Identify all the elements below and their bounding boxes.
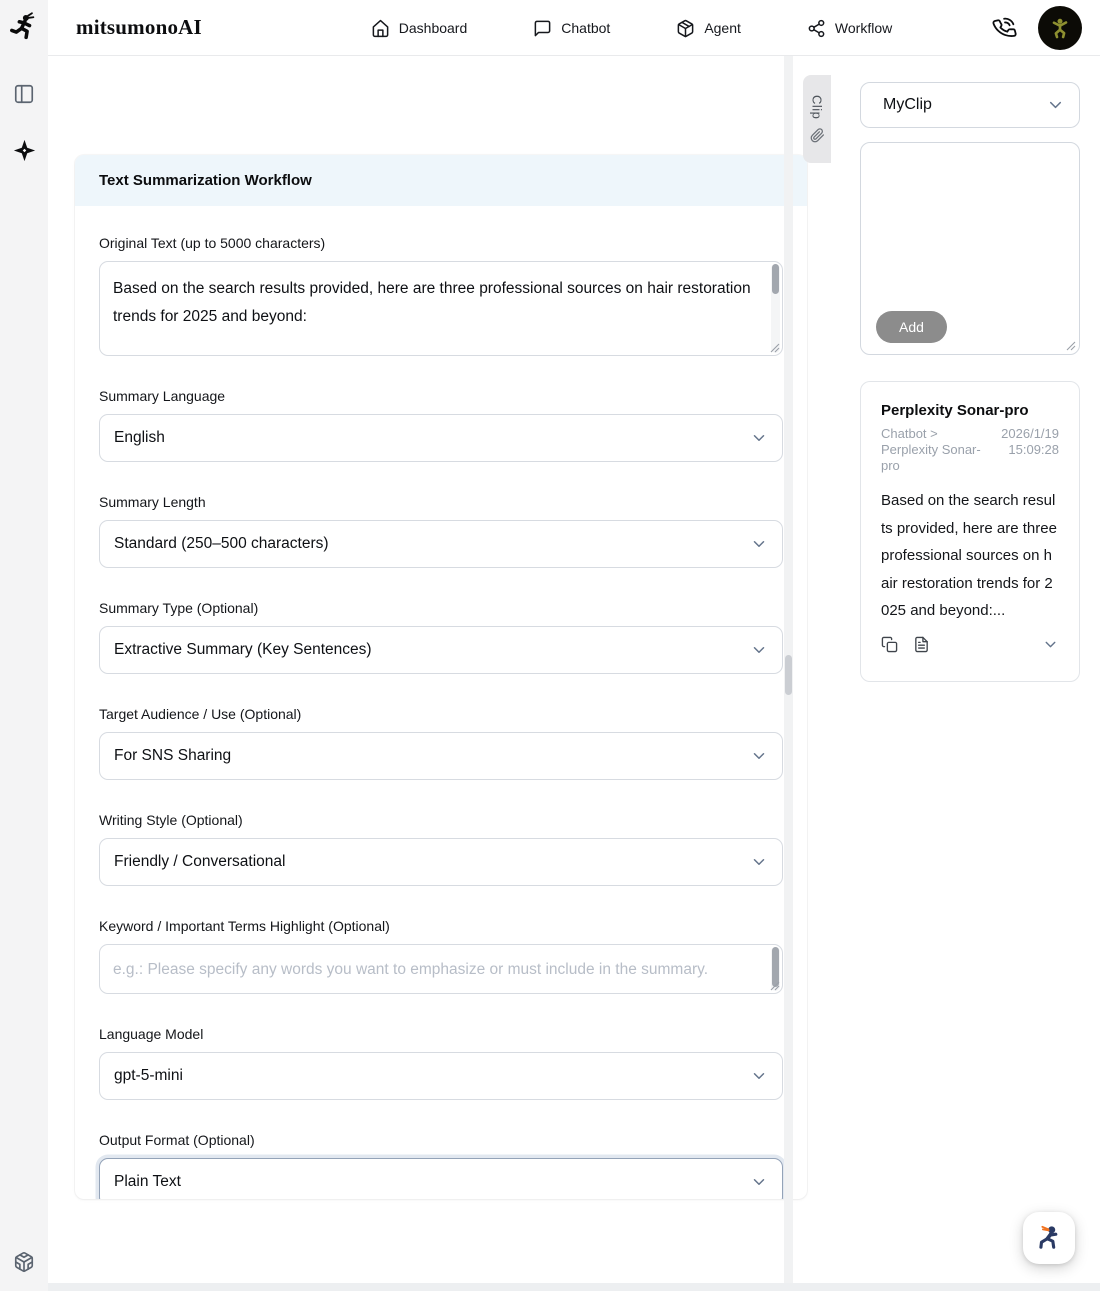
nav-item-dashboard[interactable]: [371, 19, 468, 38]
top-navbar: [48, 0, 1100, 56]
copy-button[interactable]: [881, 636, 898, 653]
summary-language-select[interactable]: [99, 414, 783, 462]
package-icon: [676, 19, 695, 38]
form-title: Text Summarization Workflow: [75, 155, 807, 206]
original-text-input[interactable]: [100, 262, 782, 355]
nav-label: Dashboard: [398, 20, 468, 36]
chevron-down-icon: [1046, 96, 1065, 115]
field-summary-length: [99, 494, 783, 568]
chevron-down-icon: [750, 1173, 768, 1191]
select-value: MyClip: [883, 96, 932, 113]
main-horizontal-scrollbar[interactable]: [48, 1283, 1100, 1291]
avatar-ninja-icon: [1045, 13, 1075, 43]
panel-left-icon: [13, 83, 35, 105]
field-keyword-highlight: [99, 918, 783, 994]
field-target-audience: [99, 706, 783, 780]
contact-button[interactable]: [991, 14, 1019, 42]
summary-length-select[interactable]: [99, 520, 783, 568]
output-format-select[interactable]: [99, 1158, 783, 1199]
chevron-down-icon: [1042, 636, 1059, 653]
field-summary-type: [99, 600, 783, 674]
sidebar-toggle-button[interactable]: [0, 74, 48, 114]
clip-card-timestamp: 2026/1/19 15:09:28: [1001, 426, 1059, 457]
target-audience-select[interactable]: [99, 732, 783, 780]
chevron-down-icon: [750, 641, 768, 659]
share-network-icon: [807, 19, 826, 38]
field-label: Summary Length: [99, 494, 206, 510]
main-nav: [303, 0, 960, 56]
nav-label: Agent: [704, 20, 741, 36]
main-vertical-scrollbar[interactable]: [784, 56, 793, 1283]
select-value: Friendly / Conversational: [114, 853, 286, 870]
chevron-down-icon: [750, 429, 768, 447]
chevron-down-icon: [750, 535, 768, 553]
copy-icon: [881, 636, 898, 653]
clip-card-source: Chatbot > Perplexity Sonar-pro: [881, 426, 981, 473]
phone-call-icon: [991, 14, 1019, 42]
select-value: Standard (250–500 characters): [114, 535, 329, 552]
writing-style-select[interactable]: [99, 838, 783, 886]
field-writing-style: [99, 812, 783, 886]
nav-label: Chatbot: [561, 20, 611, 36]
file-text-icon: [913, 636, 930, 653]
clip-card-actions: [881, 636, 1059, 653]
chevron-down-icon: [750, 1067, 768, 1085]
message-square-icon: [533, 19, 552, 38]
workflow-form-card: [75, 155, 807, 1199]
resize-grip-icon[interactable]: [770, 981, 780, 991]
chevron-down-icon: [750, 747, 768, 765]
select-value: For SNS Sharing: [114, 747, 232, 764]
select-value: gpt-5-mini: [114, 1067, 183, 1084]
field-label: Keyword / Important Terms Highlight (Optional): [99, 918, 390, 934]
language-model-select[interactable]: [99, 1052, 783, 1100]
form-body: [75, 206, 807, 1199]
ai-assistant-button[interactable]: [0, 130, 48, 170]
summary-type-select[interactable]: [99, 626, 783, 674]
navbar-right: [993, 0, 1082, 56]
field-label: Output Format (Optional): [99, 1132, 255, 1148]
nav-label: Workflow: [834, 20, 893, 36]
select-value: Plain Text: [114, 1173, 181, 1190]
clip-card-meta: [881, 426, 1059, 474]
nav-item-chatbot[interactable]: [533, 19, 610, 38]
ninja-runner-logo-icon: [7, 11, 41, 45]
clip-panel: [848, 56, 1100, 1291]
sparkle-icon: [12, 138, 37, 163]
left-rail: [0, 0, 48, 1291]
field-output-format: [99, 1132, 783, 1199]
ninja-fab-icon: [1032, 1221, 1066, 1255]
expand-clip-button[interactable]: [1042, 636, 1059, 653]
clip-panel-tab[interactable]: [803, 75, 831, 163]
clip-card: [860, 381, 1080, 682]
add-clip-button[interactable]: Add: [876, 311, 947, 343]
clip-collection-select[interactable]: [860, 82, 1080, 128]
clip-card-preview: Based on the search results provided, here are three professional sources on hair restoration trends for 2025 and beyond:...: [881, 492, 1057, 619]
nav-item-workflow[interactable]: [807, 19, 892, 38]
field-label: Writing Style (Optional): [99, 812, 243, 828]
paperclip-icon: [810, 128, 825, 143]
main-content: [48, 56, 842, 1291]
field-original-text: [99, 235, 783, 356]
field-summary-language: [99, 388, 783, 462]
field-label: Summary Type (Optional): [99, 600, 259, 616]
field-label: Target Audience / Use (Optional): [99, 706, 302, 722]
select-value: English: [114, 429, 165, 446]
keyword-input[interactable]: [100, 945, 782, 993]
field-label: Summary Language: [99, 388, 226, 404]
avatar[interactable]: [1038, 6, 1082, 50]
select-value: Extractive Summary (Key Sentences): [114, 641, 372, 658]
chevron-down-icon: [750, 853, 768, 871]
sandbox-button[interactable]: [0, 1242, 48, 1282]
assistant-fab-button[interactable]: [1023, 1212, 1075, 1264]
field-label: Language Model: [99, 1026, 204, 1042]
keyword-wrapper: [99, 944, 783, 994]
nav-item-agent[interactable]: [676, 19, 741, 38]
resize-grip-icon[interactable]: [770, 343, 780, 353]
codesandbox-icon: [13, 1251, 35, 1273]
field-language-model: [99, 1026, 783, 1100]
textarea-scrollbar[interactable]: [771, 264, 780, 353]
view-document-button[interactable]: [913, 636, 930, 653]
original-text-wrapper: [99, 261, 783, 356]
field-label: Original Text (up to 5000 characters): [99, 235, 326, 251]
brand-name: mitsumonoAI: [76, 15, 202, 39]
clip-card-title: Perplexity Sonar-pro: [881, 402, 1029, 419]
clip-tab-label: Clip: [809, 95, 825, 120]
home-icon: [371, 19, 390, 38]
brand-logo[interactable]: [0, 0, 48, 56]
new-clip-wrapper: [860, 142, 1080, 355]
resize-grip-icon[interactable]: [1066, 341, 1076, 351]
